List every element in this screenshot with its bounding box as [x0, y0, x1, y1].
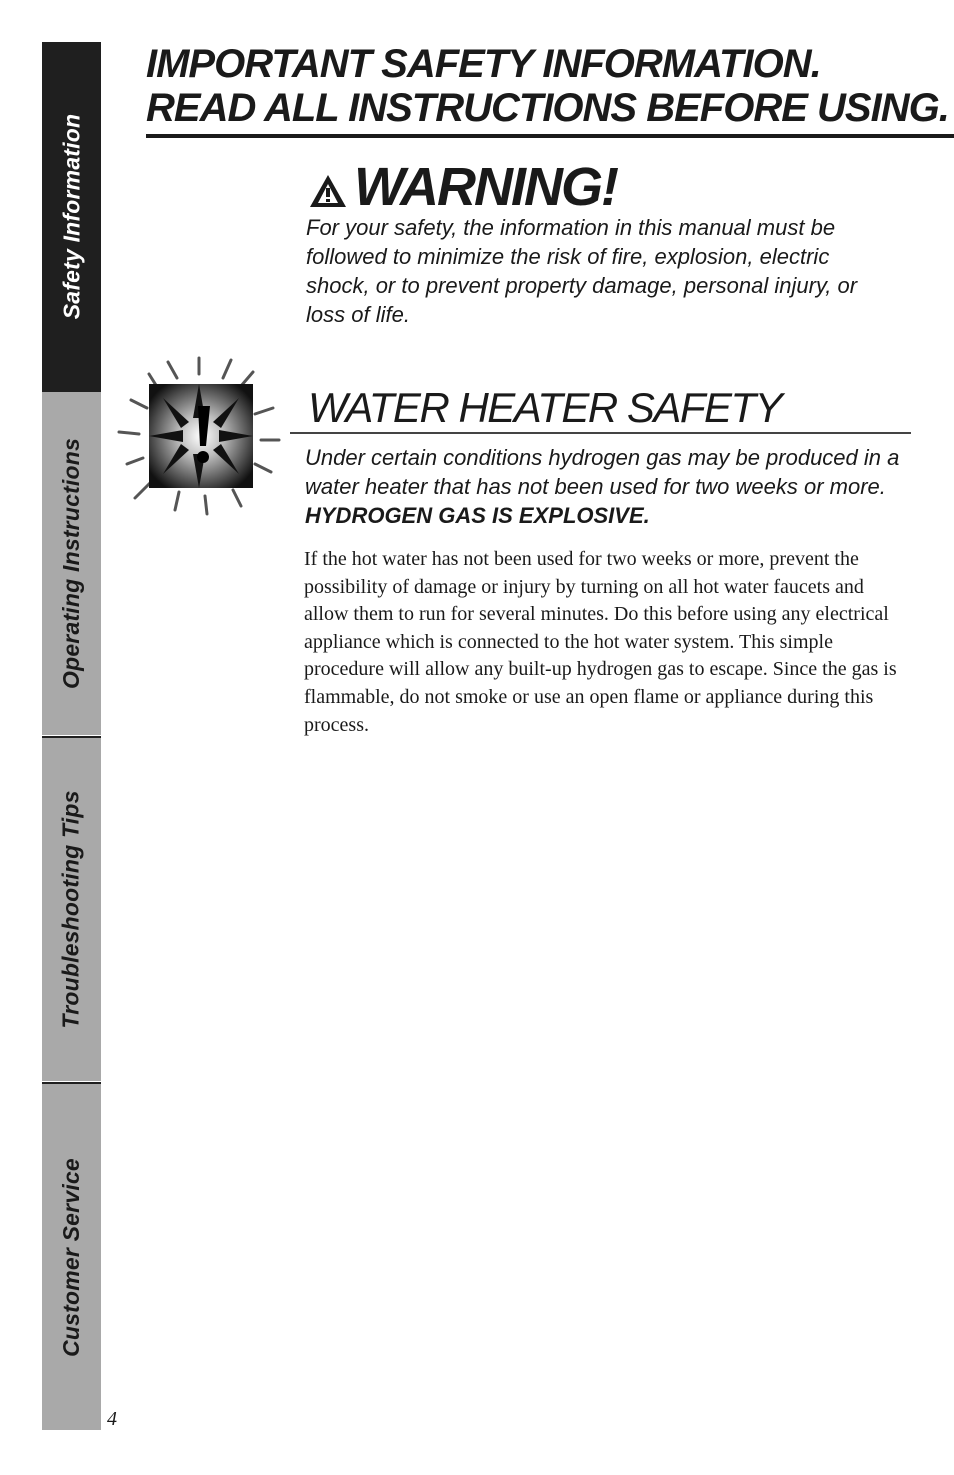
- tab-customer-service[interactable]: [42, 1082, 101, 1430]
- section-lead-emphasis: HYDROGEN GAS IS EXPLOSIVE.: [305, 503, 650, 528]
- tab-label: Troubleshooting Tips: [58, 790, 85, 1029]
- section-lead: [305, 443, 915, 530]
- tab-operating-instructions[interactable]: [42, 390, 101, 735]
- section-body: If the hot water has not been used for two weeks or more, prevent the possibility of damage or injury by turning on all hot water faucets and allow them to run for several minutes. Do this before using any electrical appliance which is connected to the hot water system. This simple procedure will allow any built-up hydrogen gas to escape. Since the gas is flammable, do not smoke or use an open flame or appliance during this process.: [304, 548, 897, 736]
- page-title-line-2: READ ALL INSTRUCTIONS BEFORE USING.: [146, 86, 949, 130]
- tab-label: Safety Information: [58, 113, 85, 319]
- warning-text: For your safety, the information in this manual must be followed to minimize the risk of fire, explosion, electric shock, or to prevent property damage, personal injury, or loss of life.: [306, 215, 858, 327]
- tab-troubleshooting-tips[interactable]: [42, 736, 101, 1081]
- section-divider: [290, 432, 911, 434]
- tab-safety-information[interactable]: [42, 42, 101, 390]
- section-title: WATER HEATER SAFETY: [308, 384, 782, 431]
- header-divider: [146, 134, 954, 138]
- section-lead-text: Under certain conditions hydrogen gas may be produced in a water heater that has not been used for two weeks or more.: [305, 445, 900, 499]
- exclamation-burst-icon: [113, 352, 285, 517]
- warning-title: WARNING!: [354, 157, 617, 217]
- tab-label: Customer Service: [58, 1157, 85, 1357]
- section-tabs: [42, 42, 101, 1430]
- tab-label: Operating Instructions: [58, 437, 85, 690]
- warning-triangle-icon: [308, 173, 348, 209]
- page-title: [146, 42, 954, 130]
- page-title-line-1: IMPORTANT SAFETY INFORMATION.: [146, 42, 821, 86]
- warning-heading: [308, 156, 617, 218]
- page-number: 4: [107, 1408, 117, 1430]
